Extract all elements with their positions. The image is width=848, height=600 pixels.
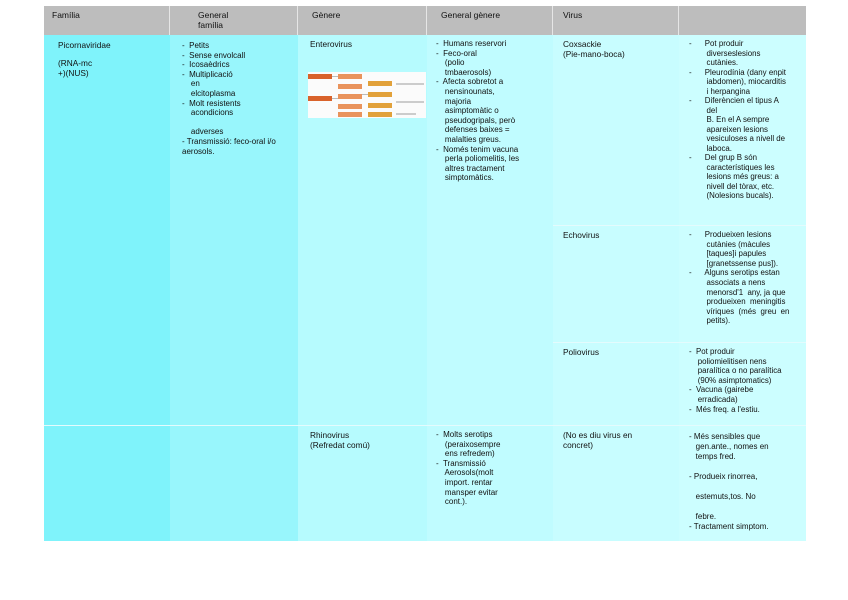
row-separator xyxy=(553,342,806,343)
poliovirus-description-cell: - Pot produir poliomielitisen nens paralítica o no paralítica (90% asimptomatics) - Vacuna (gairebe erradicada) - Més freq. a l'estiu. xyxy=(689,347,782,414)
familia-cell xyxy=(58,40,168,78)
header-familia: Família xyxy=(44,6,170,35)
header-general-genere: General gènere xyxy=(427,6,553,35)
enterovirus-general-cell: - Humans reservori - Feco-oral (polio tmbaerosols) - Afecta sobretot a nensinounats, majoria asimptomàtic o pseudogripals, però defenses baixes = malalties greus. - Només tenim vacuna perla poliomelitis, les altres tractament simptomàtics. xyxy=(436,39,520,183)
rhinovirus-virus-cell: (No es diu virus en concret) xyxy=(563,430,633,450)
coxsackie-description-cell: - Pot produir diverseslesions cutànies. - Pleurodínia (dany enpit iabdomen), miocarditis i herpangina - Diferèncien el tipus A del B. En el A sempre apareixen lesions vesiculoses a nivell de laboca. - Del grup B són característiques les lesions més greus: a nivell del tòrax, etc. (Nolesions bucals). xyxy=(689,39,786,200)
rhinovirus-genere-cell: Rhinovirus (Refredat comú) xyxy=(310,430,370,450)
coxsackie-virus-cell: Coxsackie (Pie-mano-boca) xyxy=(563,39,625,59)
familia-type: (RNA-mc +)(NUS) xyxy=(58,58,93,78)
column-virus xyxy=(553,35,679,541)
echovirus-description-cell: - Produeixen lesions cutànies (màcules [taques]i papules [granetssense pus]). - Alguns serotips estan associats a nens menorsd'1 any, ja que produeixen meningitis víriques (més greu en petits). xyxy=(689,230,790,326)
row-separator xyxy=(44,425,806,426)
header-general-familia: General família xyxy=(170,6,298,35)
virus-table xyxy=(44,6,806,541)
header-virus: Virus xyxy=(553,6,679,35)
rhinovirus-description-cell: - Més sensibles que gen.ante., nomes en temps fred. - Produeix rinorrea, estemuts,tos. No febre. - Tractament simptom. xyxy=(689,432,769,531)
enterovirus-genere-cell xyxy=(310,39,424,49)
rhinovirus-general-cell: - Molts serotips (peraixosempre ens refredem) - Transmissió Aerosols(molt import. rentar mansper evitar cont.). xyxy=(436,430,501,507)
row-separator xyxy=(553,225,806,226)
general-familia-cell: - Petits - Sense envolcall - Icosaèdrics - Multiplicació en elcitoplasma - Molt resistents acondicions adverses - Transmissió: feco-oral i/o aerosols. xyxy=(182,41,276,156)
echovirus-virus-cell: Echovirus xyxy=(563,230,600,240)
header-blank xyxy=(679,6,806,35)
poliovirus-virus-cell: Poliovirus xyxy=(563,347,599,357)
familia-name: Picornaviridae xyxy=(58,40,111,50)
enterovirus-diagram-thumbnail xyxy=(308,72,426,118)
enterovirus-name: Enterovirus xyxy=(310,39,352,49)
column-familia xyxy=(44,35,170,541)
header-genere: Gènere xyxy=(298,6,427,35)
